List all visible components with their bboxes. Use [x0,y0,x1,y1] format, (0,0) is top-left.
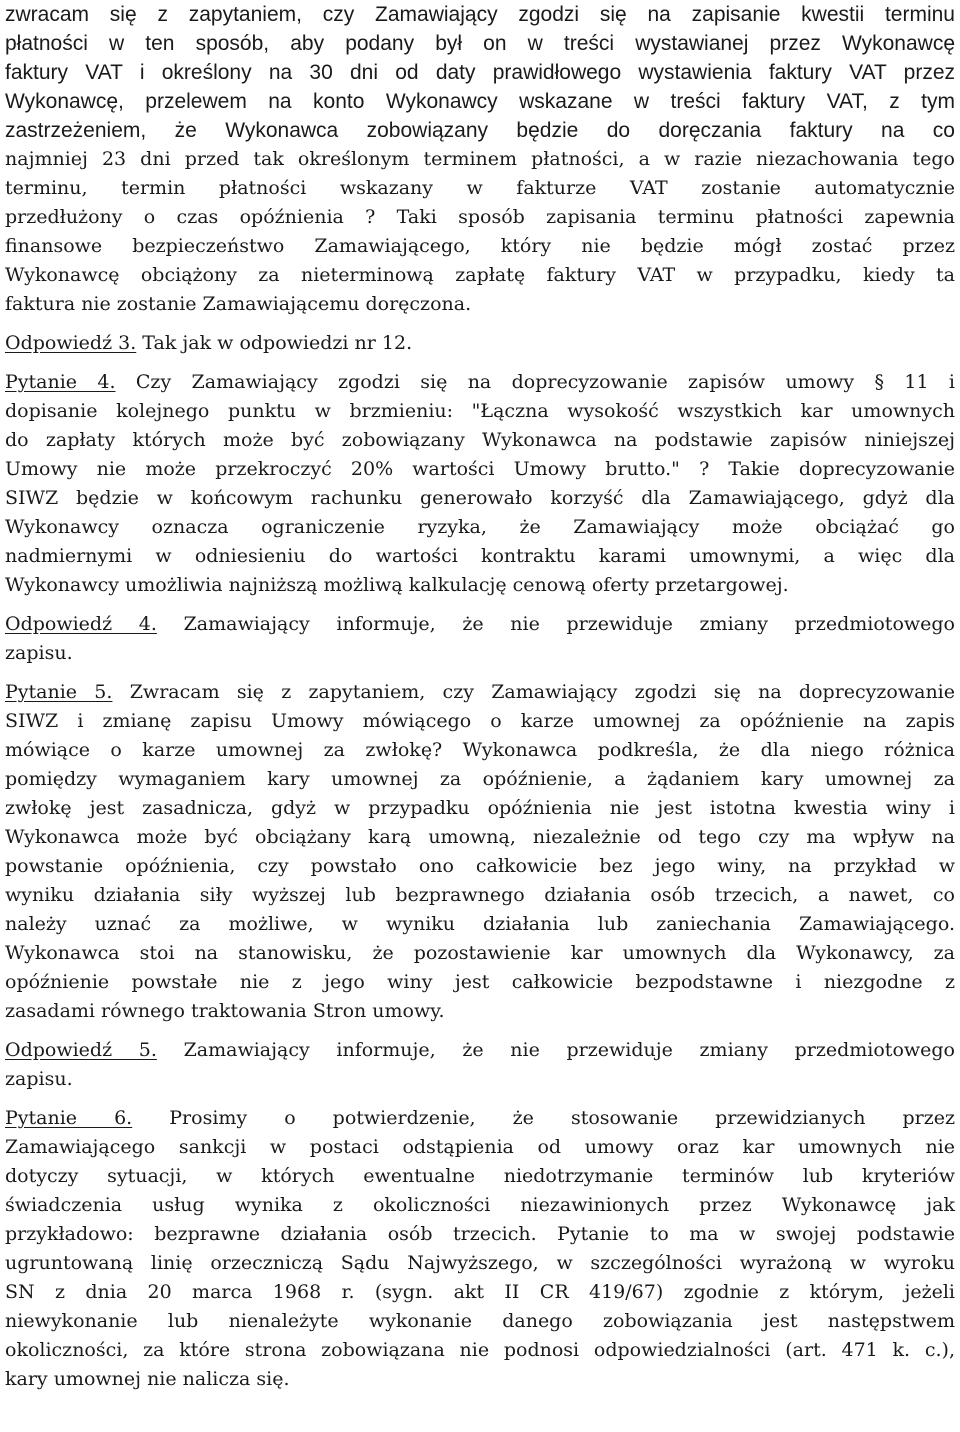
text-line: okoliczności, za które strona zobowiązana nie podnosi odpowiedzialności (art. 471 k. c.), [5,1339,955,1361]
text-line: terminu, termin płatności wskazany w fakturze VAT zostanie automatycznie [5,177,955,199]
text-line: zapisu. [5,1068,73,1090]
text-line: faktura nie zostanie Zamawiającemu doręczona. [5,293,472,315]
answer-4-label: Odpowiedź 4. [5,613,157,635]
question-5-label: Pytanie 5. [5,681,113,703]
text-line: Wykonawcy umożliwia najniższą możliwą kalkulację cenową oferty przetargowej. [5,574,789,596]
text-line: zapisu. [5,642,73,664]
text-line: Wykonawca może być obciążany karą umowną, niezależnie od tego czy ma wpływ na [5,826,955,848]
answer-3-text: Tak jak w odpowiedzi nr 12. [136,332,413,354]
answer-5-first-line: Zamawiający informuje, że nie przewiduje zmiany przedmiotowego [156,1039,955,1061]
text-line: najmniej 23 dni przed tak określonym terminem płatności, a w razie niezachowania tego [5,148,955,170]
text-line: ugruntowaną linię orzeczniczą Sądu Najwyższego, w szczególności wyrażoną w wyroku [5,1252,955,1274]
text-line: zastrzeżeniem, że Wykonawca zobowiązany będzie do doręczania faktury na co [5,119,955,142]
text-line [5,678,955,707]
text-line: niewykonanie lub nienależyte wykonanie danego zobowiązania jest następstwem [5,1310,955,1332]
question-5-first-line: Zwracam się z zapytaniem, czy Zamawiający zgodzi się na doprecyzowanie [112,681,955,703]
text-line: pomiędzy wymaganiem kary umownej za opóźnienie, a żądaniem kary umownej za [5,768,955,790]
text-line: zwłokę jest zasadnicza, gdyż w przypadku opóźnienia nie jest istotna kwestia winy i [5,797,955,819]
text-line [5,368,955,397]
text-line: świadczenia usług wynika z okoliczności niezawinionych przez Wykonawcę jak [5,1194,955,1216]
question-4 [5,368,955,600]
text-line: Wykonawcę obciążony za nieterminową zapłatę faktury VAT w przypadku, kiedy ta [5,264,955,286]
text-line: płatności w ten sposób, aby podany był on w treści wystawianej przez Wykonawcę [5,32,955,55]
text-line: dotyczy sytuacji, w których ewentualne niedotrzymanie terminów lub kryteriów [5,1165,955,1187]
text-line: Wykonawca stoi na stanowisku, że pozostawienie kar umownych dla Wykonawcy, za [5,942,955,964]
text-line: mówiące o karze umownej za zwłokę? Wykonawca podkreśla, że dla niego różnica [5,739,955,761]
text-line: Zamawiającego sankcji w postaci odstąpienia od umowy oraz kar umownych nie [5,1136,955,1158]
text-line [5,1036,955,1065]
text-line: nadmiernymi w odniesieniu do wartości kontraktu karami umownymi, a więc dla [5,545,955,567]
answer-5-label: Odpowiedź 5. [5,1039,157,1061]
text-line: SIWZ i zmianę zapisu Umowy mówiącego o karze umownej za opóźnienie na zapis [5,710,955,732]
question-6 [5,1104,955,1394]
question-6-first-line: Prosimy o potwierdzenie, że stosowanie przewidzianych przez [132,1107,955,1129]
text-line: powstanie opóźnienia, czy powstało ono całkowicie bez jego winy, na przykład w [5,855,955,877]
text-line: faktury VAT i określony na 30 dni od daty prawidłowego wystawienia faktury VAT przez [5,61,955,84]
text-line: opóźnienie powstałe nie z jego winy jest całkowicie bezpodstawne i niezgodne z [5,971,955,993]
answer-4 [5,610,955,668]
answer-4-first-line: Zamawiający informuje, że nie przewiduje zmiany przedmiotowego [156,613,955,635]
text-line: dopisanie kolejnego punktu w brzmieniu: "Łączna wysokość wszystkich kar umownych [5,400,955,422]
text-line: SN z dnia 20 marca 1968 r. (sygn. akt II CR 419/67) zgodnie z którym, jeżeli [5,1281,955,1303]
text-line: przedłużony o czas opóźnienia ? Taki sposób zapisania terminu płatności zapewnia [5,206,955,228]
text-line: wyniku działania siły wyższej lub bezprawnego działania osób trzecich, a nawet, co [5,884,955,906]
text-line [5,1104,955,1133]
answer-3 [5,329,955,358]
answer-5 [5,1036,955,1094]
text-line: finansowe bezpieczeństwo Zamawiającego, który nie będzie mógł zostać przez [5,235,955,257]
question-4-label: Pytanie 4. [5,371,116,393]
question-5 [5,678,955,1026]
text-line: zasadami równego traktowania Stron umowy. [5,1000,445,1022]
text-line: SIWZ będzie w końcowym rachunku generowało korzyść dla Zamawiającego, gdyż dla [5,487,955,509]
text-line: przykładowo: bezprawne działania osób trzecich. Pytanie to ma w swojej podstawie [5,1223,955,1245]
text-line [5,329,955,358]
document-page [5,0,955,1394]
text-line: Wykonawcę, przelewem na konto Wykonawcy wskazane w treści faktury VAT, z tym [5,90,955,113]
text-line: zwracam się z zapytaniem, czy Zamawiający zgodzi się na zapisanie kwestii terminu [5,3,955,26]
text-line [5,610,955,639]
question-6-label: Pytanie 6. [5,1107,133,1129]
paragraph-continuation [5,0,955,319]
text-line: należy uznać za możliwe, w wyniku działania lub zaniechania Zamawiającego. [5,913,955,935]
answer-3-label: Odpowiedź 3. [5,332,137,354]
text-line: Wykonawcy oznacza ograniczenie ryzyka, że Zamawiający może obciążać go [5,516,955,538]
question-4-first-line: Czy Zamawiający zgodzi się na doprecyzowanie zapisów umowy § 11 i [115,371,955,393]
text-line: do zapłaty których może być zobowiązany Wykonawca na podstawie zapisów niniejszej [5,429,955,451]
text-line: kary umownej nie nalicza się. [5,1368,290,1390]
text-line: Umowy nie może przekroczyć 20% wartości Umowy brutto." ? Takie doprecyzowanie [5,458,955,480]
